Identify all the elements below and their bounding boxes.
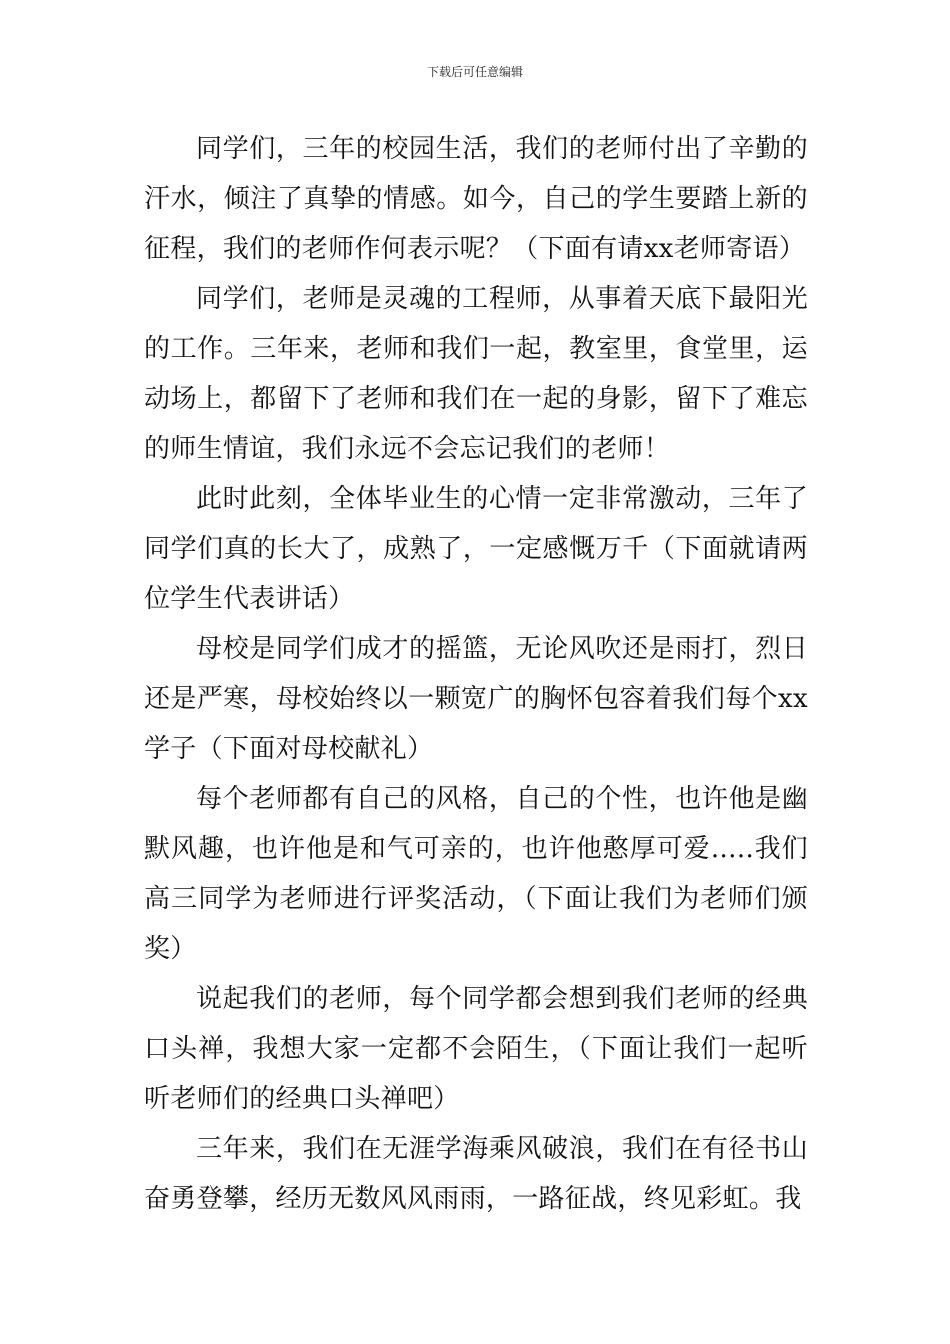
paragraph-catchphrases: 说起我们的老师，每个同学都会想到我们老师的经典口头禅，我想大家一定都不会陌生，（下面让我们一起听听老师们的经典口头禅吧） [144,984,808,1114]
paragraph-teacher-tribute: 同学们，老师是灵魂的工程师，从事着天底下最阳光的工作。三年来，老师和我们一起，教室里，食堂里，运动场上，都留下了老师和我们在一起的身影，留下了难忘的师生情谊，我们永远不会忘记我们的老师！ [144,284,808,464]
paragraph-school-gift: 母校是同学们成才的摇篮，无论风吹还是雨打，烈日还是严寒，母校始终以一颗宽广的胸怀包容着我们每个xx学子（下面对母校献礼） [144,634,808,764]
paragraph-teacher-awards: 每个老师都有自己的风格，自己的个性，也许他是幽默风趣，也许他是和气可亲的，也许他憨厚可爱…..我们高三同学为老师进行评奖活动，（下面让我们为老师们颁奖） [144,784,808,964]
paragraph-student-speech: 此时此刻，全体毕业生的心情一定非常激动，三年了同学们真的长大了，成熟了，一定感慨万千（下面就请两位学生代表讲话） [144,484,808,614]
paragraph-teacher-message: 同学们，三年的校园生活，我们的老师付出了辛勤的汗水，倾注了真挚的情感。如今，自己的学生要踏上新的征程，我们的老师作何表示呢？（下面有请xx老师寄语） [144,134,808,264]
document-body [144,124,808,1224]
page-header-note: 下载后可任意编辑 [426,65,523,79]
paragraph-three-years: 三年来，我们在无涯学海乘风破浪，我们在有径书山奋勇登攀，经历无数风风雨雨，一路征战，终见彩虹。我 [144,1134,808,1214]
